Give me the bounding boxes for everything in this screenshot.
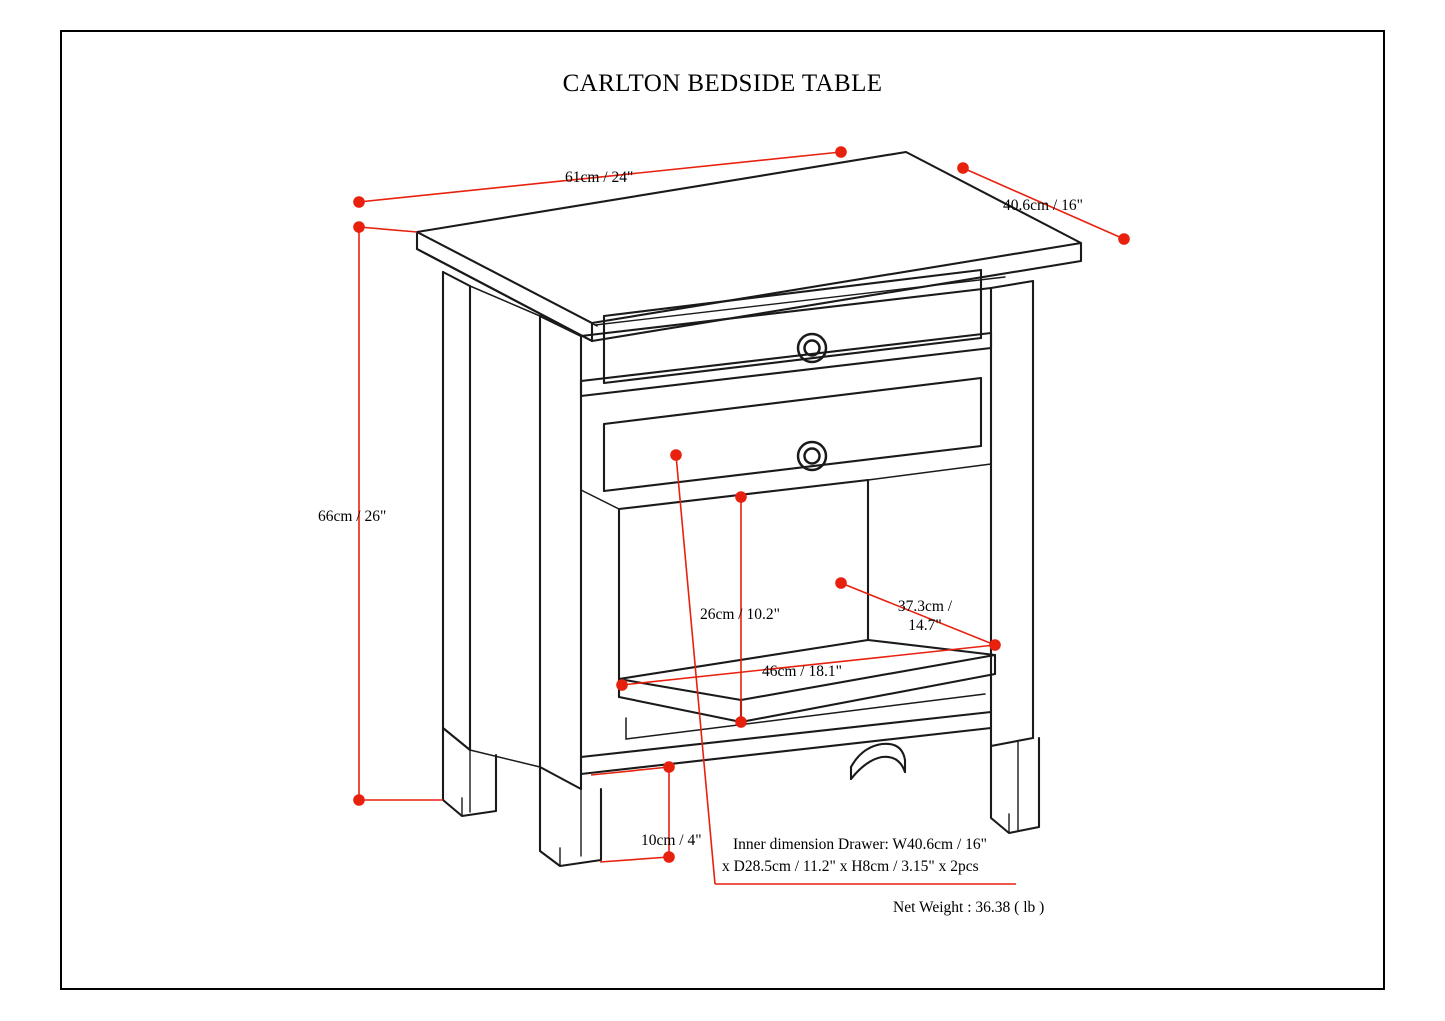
dimension-width-label: 61cm / 24" [565,169,634,186]
dimension-shelf-depth-label: 37.3cm / 14.7" [897,598,953,635]
net-weight-note: Net Weight : 36.38 ( lb ) [893,899,1045,916]
inner-drawer-note-line2: x D28.5cm / 11.2" x H8cm / 3.15" x 2pcs [722,858,979,875]
dimension-leg-height-label: 10cm / 4" [641,832,702,849]
dimension-shelf-opening-label: 26cm / 10.2" [700,606,780,623]
dimension-depth-label: 40.6cm / 16" [1003,197,1083,214]
dimension-height-label: 66cm / 26" [318,508,387,525]
table-outline [417,152,1081,866]
dimension-shelf-width-label: 46cm / 18.1" [762,663,842,680]
inner-drawer-note-line1: Inner dimension Drawer: W40.6cm / 16" [733,836,987,853]
page-title: CARLTON BEDSIDE TABLE [562,70,883,97]
